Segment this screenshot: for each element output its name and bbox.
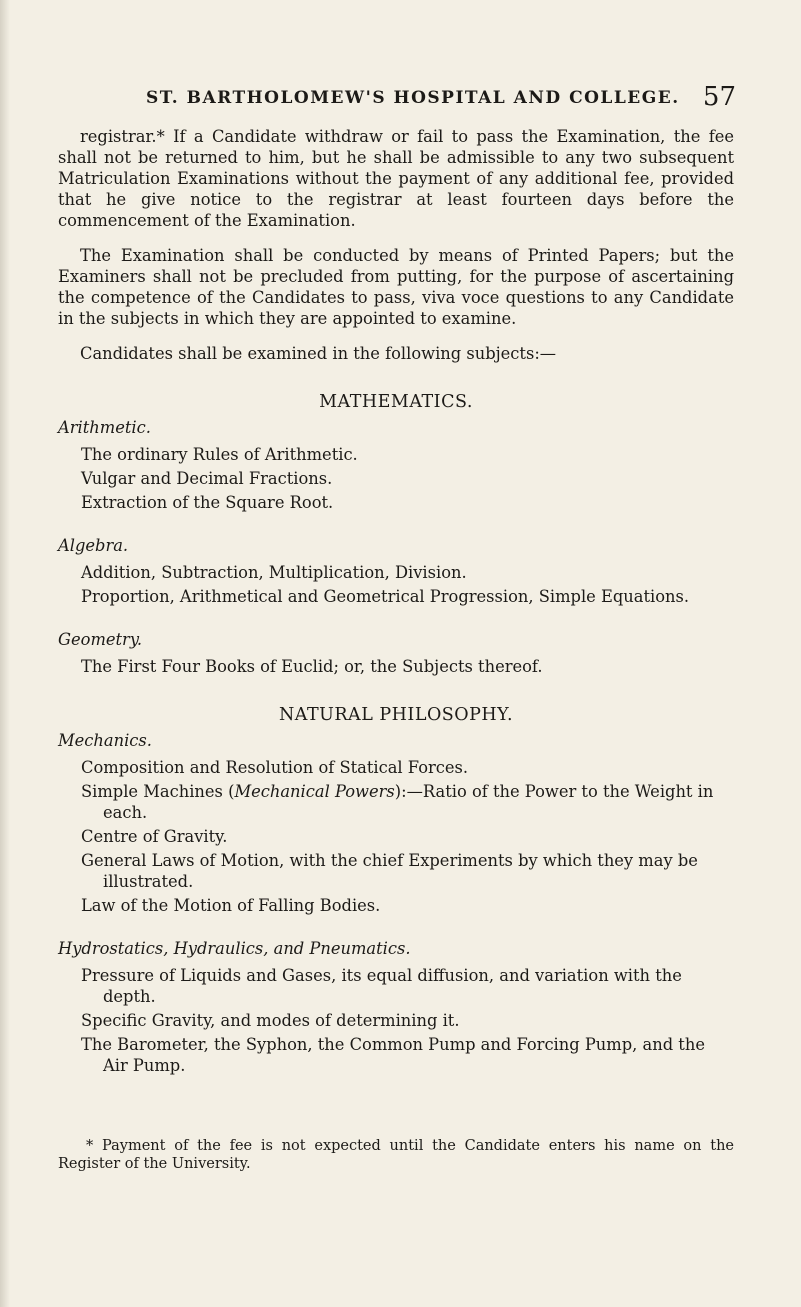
sub-heading-hydrostatics: Hydrostatics, Hydraulics, and Pneumatics. (58, 939, 411, 958)
body-text (58, 126, 734, 1098)
sub-heading-arithmetic: Arithmetic. (58, 418, 151, 437)
section-heading-natural-philosophy: NATURAL PHILOSOPHY. (278, 705, 514, 725)
page-edge-shadow (0, 0, 10, 1307)
paragraph-subjects-intro: Candidates shall be examined in the following subjects:— (80, 344, 557, 363)
sub-heading-mechanics: Mechanics. (58, 731, 152, 750)
list-item: Centre of Gravity. (81, 827, 228, 846)
list-item: Proportion, Arithmetical and Geometrical Progression, Simple Equations. (81, 587, 690, 606)
item-text-italic: Mechanical Powers (234, 782, 395, 801)
arithmetic-list (58, 444, 734, 513)
hydrostatics-list (58, 965, 734, 1076)
running-head-title: ST. BARTHOLOMEW'S HOSPITAL AND COLLEGE. (146, 88, 680, 108)
list-item (81, 781, 734, 823)
page-number: 57 (702, 82, 736, 112)
list-item: Addition, Subtraction, Multiplication, Division. (81, 563, 467, 582)
list-item: The ordinary Rules of Arithmetic. (81, 445, 358, 464)
list-item: Extraction of the Square Root. (81, 493, 334, 512)
geometry-list (58, 656, 734, 677)
list-item: General Laws of Motion, with the chief Experiments by which they may be illustrated. (81, 851, 698, 891)
sub-heading-algebra: Algebra. (58, 536, 129, 555)
footnote (58, 1137, 734, 1173)
list-item: Specific Gravity, and modes of determining it. (81, 1011, 460, 1030)
paragraph-examination-conduct: The Examination shall be conducted by means of Printed Papers; but the Examiners shall not be precluded from putting, for the purpose of ascertaining the competence of the Candidates to pass, viva voce questions to any Candidate in the subjects in which they are appointed to examine. (58, 246, 734, 328)
footnote-text: * Payment of the fee is not expected until the Candidate enters his name on the Register of the University. (58, 1138, 734, 1172)
item-text: ):—Ratio of the Power to the Weight in each. (103, 782, 714, 822)
item-text: Simple Machines ( (81, 782, 235, 801)
algebra-list (58, 562, 734, 607)
list-item: Composition and Resolution of Statical Forces. (81, 758, 469, 777)
list-item: The Barometer, the Syphon, the Common Pump and Forcing Pump, and the Air Pump. (81, 1035, 705, 1075)
list-item: Vulgar and Decimal Fractions. (81, 469, 333, 488)
list-item: The First Four Books of Euclid; or, the Subjects thereof. (81, 657, 543, 676)
list-item: Law of the Motion of Falling Bodies. (81, 896, 381, 915)
sub-heading-geometry: Geometry. (58, 630, 143, 649)
mechanics-list (58, 757, 734, 916)
list-item: Pressure of Liquids and Gases, its equal diffusion, and variation with the depth. (81, 966, 682, 1006)
section-heading-mathematics: MATHEMATICS. (319, 392, 473, 412)
running-head (146, 82, 736, 112)
paragraph-registrar-fee: registrar.* If a Candidate withdraw or fail to pass the Examination, the fee shall not be returned to him, but he shall be admissible to any two subsequent Matriculation Examinations without the payment of any additional fee, provided that he give notice to the registrar at least fourteen days before the commencement of the Examination. (58, 127, 734, 230)
